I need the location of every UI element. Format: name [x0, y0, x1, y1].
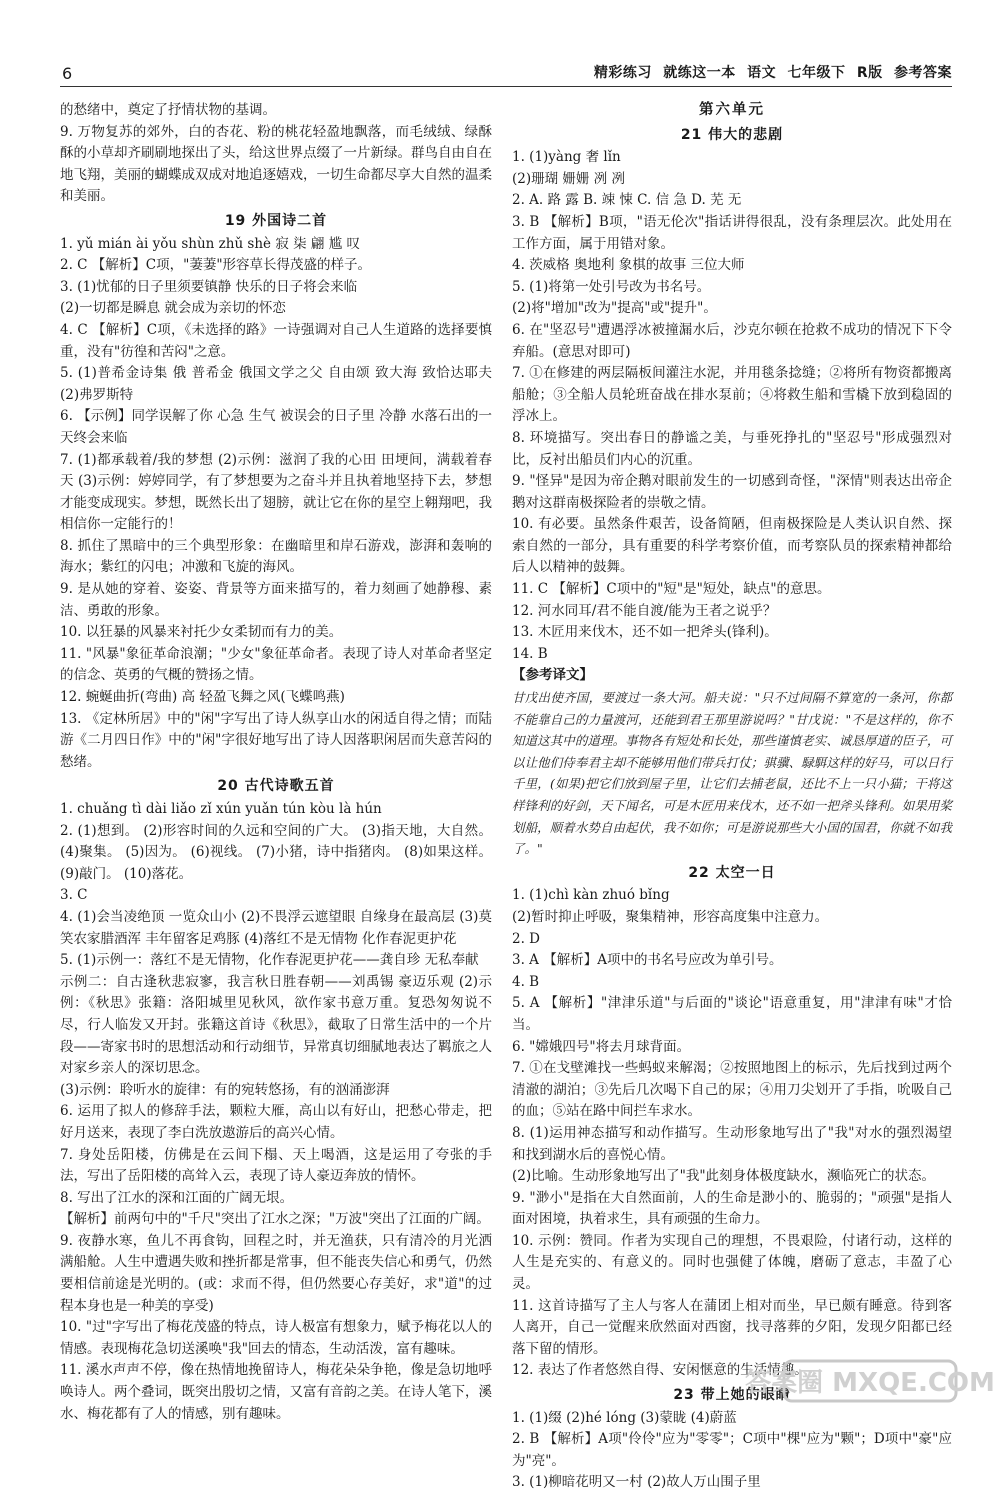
answer-line: 1. (1)yàng 奢 lǐn	[512, 149, 621, 166]
answer-line: 9. "怪异"是因为帝企鹅对眼前发生的一切感到奇怪，"深情"则表达出帝企鹅对这群南极探险者的崇敬之情。	[512, 473, 952, 511]
section-heading: 19 外国诗二首	[224, 212, 328, 229]
answer-line: 11. 溪水声声不停，像在热情地挽留诗人，梅花朵朵争艳，像是急切地呼唤诗人。两个叠词，既突出殷切之情，又富有音韵之美。在诗人笔下，溪水、梅花都有了人的情感，别有趣味。	[60, 1362, 492, 1422]
answer-line: 3. A 【解析】A项中的书名号应改为单引号。	[512, 952, 783, 969]
answer-line: 14. B	[512, 645, 548, 662]
section-heading: 20 古代诗歌五首	[217, 778, 335, 795]
answer-line: 11. 这首诗描写了主人与客人在蒲团上相对而坐，早已颇有睡意。待到客人离开，自己一觉醒来欣然面对西窗，找寻落葬的夕阳，发现夕阳都已经落下留的情形。	[512, 1297, 952, 1357]
answer-line: 8. 抓住了黑暗中的三个典型形象：在幽暗里和岸石游戏，澎湃和轰响的海水；紫红的闪电；冲激和飞旋的海风。	[60, 537, 492, 576]
answer-line: 12. 河水同耳/君不能自渡/能为王者之说乎？	[512, 602, 777, 619]
answer-line: 10. "过"字写出了梅花茂盛的特点，诗人极富有想象力，赋予梅花以人的情感。表现梅花急切送溪唤"我"回去的情态，生动活泼，富有趣味。	[60, 1319, 492, 1357]
answer-line: 13. 《定林所居》中的"闲"字写出了诗人纵享山水的闲适自得之情；而陆游《二月四日作》中的"闲"字很好地写出了诗人因落职闲居而失意苦闷的愁绪。	[60, 710, 492, 770]
answer-line: 9. 夜静水寒，鱼儿不再食钩，回程之时，并无渔获，只有清冷的月光洒满船舱。人生中遭遇失败和挫折都是常事，但不能丧失信心和勇气，仍然要相信前途是光明的。(或：求而不得，但仍然要心存美好，求"道"的过程本身也是一种美的享受)	[60, 1232, 492, 1314]
answer-line: 7. ①在戈壁滩找一些蚂蚁来解渴；②按照地图上的标示，先后找到过两个清澈的湖泊；③先后几次喝下自己的尿；④用刀尖划开了手指，吮吸自己的血；⑤站在路中间拦车求水。	[512, 1060, 952, 1120]
answer-line: 5. A 【解析】"津津乐道"与后面的"谈论"语意重复，用"津津有味"才恰当。	[512, 995, 952, 1033]
answer-line: 4. B	[512, 973, 540, 990]
section-heading: 21 伟大的悲剧	[680, 126, 784, 143]
answer-line: 11. C 【解析】C项中的"短"是"短处，缺点"的意思。	[512, 581, 831, 598]
reference-translation: 甘戊出使齐国，要渡过一条大河。船夫说："只不过间隔不算宽的一条河，你都不能靠自己的力量渡河，还能到君王那里游说吗？"甘戊说："不是这样的，你不知道这其中的道理。事物各有短处和长处，那些谨慎老实、诚恳厚道的臣子，可以让他们侍奉君主却不能够用他们带兵打仗；骐骥、騄駬这样的好马，可以日行千里，(如果)把它们放到屋子里，让它们去捕老鼠，还比不上一只小猫；干将这样锋利的好剑，天下闻名，可是木匠用来伐木，还不如一把斧头锋利。如果用桨划船，顺着水势自由起伏，我不如你；可是游说那些大小国的国君，你就不如我了。"	[512, 690, 952, 857]
answer-line: (2)将"增加"改为"提高"或"提升"。	[512, 300, 717, 317]
answer-line: 示例二：自古逢秋悲寂寥，我言秋日胜春朝——刘禹锡 豪迈乐观 (2)示例：《秋思》张籍：洛阳城里见秋风，欲作家书意万重。复恐匆匆说不尽，行人临发又开封。张籍这首诗《秋思》，截取了日常生活中的一个片段——寄家书时的思想活动和行动细节，异常真切细腻地表达了羁旅之人对家乡亲人的深切思念。	[60, 973, 492, 1077]
left-column	[60, 100, 492, 1425]
answer-line: 12. 表达了作者悠然自得、安闲惬意的生活情趣。	[512, 1362, 808, 1379]
answer-line: 10. 有必要。虽然条件艰苦，设备简陋，但南极探险是人类认识自然、探索自然的一部分，具有重要的科学考察价值，而考察队员的探索精神都给后人以精神的鼓舞。	[512, 516, 952, 576]
answer-line: 13. 木匠用来伐木，还不如一把斧头(锋利)。	[512, 624, 778, 641]
answer-line: 2. B 【解析】A项"伶伶"应为"零零"；C项中"棵"应为"颗"；D项中"豪"应为"亮"。	[512, 1431, 952, 1469]
answer-line: 1. (1)缀 (2)hé lóng (3)蒙眬 (4)蔚蓝	[512, 1409, 737, 1426]
section-heading: 23 带上她的眼睛	[673, 1387, 791, 1404]
answer-line: 7. ①在修建的两层隔板间灌注水泥，并用毯条捻缝；②将所有物资都搬离船舱；③全船人员轮班奋战在排水泵前；④将救生船和雪橇下放到稳固的浮冰上。	[512, 365, 952, 425]
answer-line: 8. 写出了江水的深和江面的广阔无垠。	[60, 1189, 294, 1206]
answer-line: 2. A. 路 露 B. 竦 悚 C. 信 急 D. 芜 无	[512, 192, 742, 209]
answer-line: 6. "嫦娥四号"将去月球背面。	[512, 1038, 691, 1055]
answer-line: 9. 是从她的穿着、姿姿、背景等方面来描写的，着力刻画了她静穆、素洁、勇敢的形象。	[60, 581, 492, 619]
answer-line: 4. 茨威格 奥地利 象棋的故事 三位大师	[512, 257, 745, 274]
answer-line: 5. (1)将第一处引号改为书名号。	[512, 278, 711, 295]
answer-line: 3. (1)忧郁的日子里须要镇静 快乐的日子将会来临	[60, 278, 358, 295]
reference-translation-label: 【参考译文】	[512, 667, 593, 684]
answer-line: 的愁绪中，奠定了抒情状物的基调。	[60, 102, 276, 118]
answer-line: 12. 蜿蜒曲折(弯曲) 高 轻盈飞舞之风(飞蝶鸣燕)	[60, 689, 345, 706]
answer-line: 9. 万物复苏的郊外，白的杏花、粉的桃花轻盈地飘落，而毛绒绒、绿酥酥的小草却齐刷刷地探出了头，给这世界点缀了一片新绿。群鸟自由自在地飞翔，美丽的蝴蝶成双成对地追逐嬉戏，一切生命都尽享大自然的温柔和美丽。	[60, 123, 492, 205]
answer-line: 2. C 【解析】C项，"萋萋"形容草长得茂盛的样子。	[60, 257, 372, 274]
answer-line: 7. 身处岳阳楼，仿佛是在云间下榻、天上喝酒，这是运用了夸张的手法，写出了岳阳楼的高耸入云，表现了诗人豪迈奔放的情怀。	[60, 1146, 492, 1185]
page-header	[0, 0, 1000, 100]
answer-line: 【解析】前两句中的"千尺"突出了江水之深；"万波"突出了江面的广阔。	[60, 1211, 490, 1228]
answer-line: 11. "风暴"象征革命浪潮；"少女"象征革命者。表现了诗人对革命者坚定的信念、英勇的气概的赞扬之情。	[60, 645, 492, 684]
answer-line: 6. 【示例】同学误解了你 心急 生气 被误会的日子里 冷静 水落石出的一天终会来临	[60, 408, 492, 446]
watermark-text: 答案圈 MXQE.COM	[745, 1368, 995, 1398]
answer-line: 3. C	[60, 887, 88, 904]
answer-line: 2. (1)想到。 (2)形容时间的久远和空间的广大。 (3)指天地，大自然。 (4)聚集。 (5)因为。 (6)视线。 (7)小猪，诗中指猪肉。 (8)如果这样。 (9)敲门。 (10)落花。	[60, 822, 492, 882]
answer-line: 3. B 【解析】B项，"语无伦次"指话讲得很乱，没有条理层次。此处用在工作方面，属于用错对象。	[512, 213, 952, 252]
answer-line: 10. 以狂暴的风暴来衬托少女柔韧而有力的美。	[60, 624, 343, 641]
section-heading: 22 太空一日	[688, 864, 776, 881]
answer-line: 8. (1)运用神态描写和动作描写。生动形象地写出了"我"对水的强烈渴望和找到湖水后的喜悦心情。	[512, 1124, 952, 1163]
answer-line: 1. yǔ mián ài yǒu shùn zhǔ shè 寂 柒 翩 尴 叹	[60, 235, 360, 252]
watermark-logo	[745, 1355, 995, 1431]
answer-line: 7. (1)都承载着/我的梦想 (2)示例：滋润了我的心田 田埂间，满载着春天 (3)示例：婷婷同学，有了梦想要为之奋斗并且执着地坚持下去，梦想才能变成现实。梦想，既然长出了翅膀，就让它在你的星空上翱翔吧，我相信你一定能行的！	[60, 451, 492, 533]
answer-line: 3. (1)柳暗花明又一村 (2)故人万山围子里	[512, 1474, 761, 1491]
answer-line: (2)比喻。生动形象地写出了"我"此刻身体极度缺水，濒临死亡的状态。	[512, 1168, 936, 1185]
answer-line: 4. C 【解析】C项，《未选择的路》一诗强调对自己人生道路的选择要慎重，没有"彷徨和苦闷"之意。	[60, 321, 492, 360]
answer-line: 4. (1)会当凌绝顶 一览众山小 (2)不畏浮云遮望眼 自缘身在最高层 (3)莫笑农家腊酒浑 丰年留客足鸡豚 (4)落红不是无情物 化作春泥更护花	[60, 908, 492, 947]
answer-line: (2)暂时抑止呼吸，聚集精神，形容高度集中注意力。	[512, 908, 829, 925]
answer-line: 10. 示例：赞同。作者为实现自己的理想，不畏艰险，付诸行动，这样的人生是充实的、有意义的。同时也强健了体魄，磨砺了意志，丰盈了心灵。	[512, 1232, 952, 1293]
header-rule	[60, 86, 952, 87]
answer-line: 5. (1)示例一：落红不是无情物，化作春泥更护花——龚自珍 无私奉献	[60, 952, 479, 969]
answer-line: 8. 环境描写。突出春日的静谧之美，与垂死挣扎的"坚忍号"形成强烈对比，反衬出船员们内心的沉重。	[512, 429, 952, 468]
answer-line: (2)一切都是瞬息 就会成为亲切的怀恋	[60, 300, 286, 317]
answer-line: 5. (1)普希金诗集 俄 普希金 俄国文学之父 自由颂 致大海 致恰达耶夫 (2)弗罗斯特	[60, 365, 492, 403]
answer-line: 9. "渺小"是指在大自然面前，人的生命是渺小的、脆弱的；"顽强"是指人面对困境，执着求生，具有顽强的生命力。	[512, 1189, 952, 1228]
answer-line: 6. 在"坚忍号"遭遇浮冰被撞漏水后，沙克尔顿在抢救不成功的情况下下令弃船。(意思对即可)	[512, 321, 952, 360]
answer-line: 2. D	[512, 930, 540, 947]
answer-line: 1. chuǎng tì dài liǎo zǐ xún yuǎn tún kòu là hún	[60, 801, 382, 817]
right-column	[512, 100, 952, 1494]
answer-line: 6. 运用了拟人的修辞手法，颗粒大雁，高山以有好山，把愁心带走，把好月送来，表现了李白洗放遨游后的高兴心情。	[60, 1103, 492, 1141]
page-number: 6	[62, 64, 73, 83]
unit-heading: 第六单元	[699, 102, 765, 118]
running-title: 精彩练习 就练这一本 语文 七年级下 R版 参考答案	[593, 65, 952, 81]
answer-line: 1. (1)chì kàn zhuó bǐng	[512, 887, 670, 904]
answer-line: (2)珊瑚 姗姗 冽 冽	[512, 170, 625, 187]
answer-line: (3)示例：聆听水的旋律：有的宛转悠扬，有的汹涌澎湃	[60, 1081, 390, 1098]
